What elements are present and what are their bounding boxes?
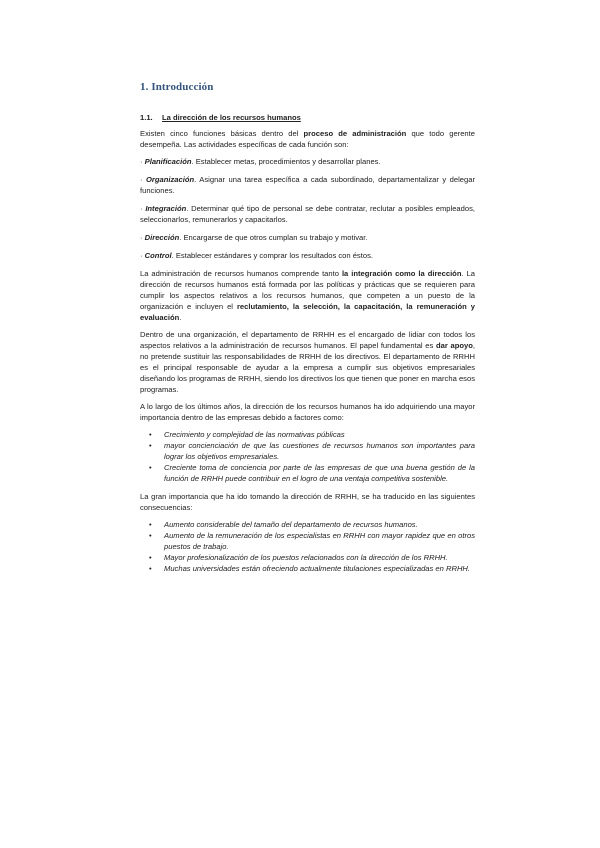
list-item: • Mayor profesionalización de los puestos relacionados con la dirección de los RRHH. <box>164 552 475 563</box>
function-item: · Planificación. Establecer metas, procedimientos y desarrollar planes. <box>140 157 381 166</box>
paragraph-department: Dentro de una organización, el departamento de RRHH es el encargado de lidiar con todos los aspectos relativos a la administración de recursos humanos. El papel fundamental es dar apoyo, no pretende sustituir las responsabilidades de RRHH de los directivos. El departamento de RRHH es el principal responsable de ayudar a la empresa a cumplir sus objetivos empresariales diseñando los programas de RRHH, siendo los directivos los que tienen que poner en marcha esos programas. <box>140 330 475 394</box>
chapter-title: Introducción <box>151 81 214 93</box>
function-item: · Control. Establecer estándares y comprar los resultados con éstos. <box>140 251 373 260</box>
list-item: • Aumento de la remuneración de los especialistas en RRHH con mayor rapidez que en otros puestos de trabajo. <box>164 530 475 552</box>
function-item: · Dirección. Encargarse de que otros cumplan su trabajo y motivar. <box>140 233 368 242</box>
list-item: • Muchas universidades están ofreciendo actualmente titulaciones especializadas en RRHH. <box>164 563 475 574</box>
section-body <box>140 128 475 581</box>
intro-paragraph: Existen cinco funciones básicas dentro del proceso de administración que todo gerente desempeña. Las actividades específicas de cada función son: <box>140 129 475 149</box>
factors-list <box>140 429 475 484</box>
list-item: • Crecimiento y complejidad de las normativas públicas <box>164 429 475 440</box>
list-item: • mayor concienciación de que las cuestiones de recursos humanos son importantes para lograr los objetivos empresariales. <box>164 440 475 462</box>
paragraph-administration: La administración de recursos humanos comprende tanto la integración como la dirección. La dirección de recursos humanos está formada por las políticas y prácticas que se requieren para cumplir los aspectos relativos a los recursos humanos, que competen a un puesto de la organización e incluyen el reclutamiento, la selección, la capacitación, la remuneración y evaluación. <box>140 269 476 322</box>
section-title: La dirección de los recursos humanos <box>162 113 301 122</box>
section-number: 1.1. <box>140 113 153 122</box>
function-item: · Integración. Determinar qué tipo de personal se debe contratar, reclutar a posibles empleados, seleccionarlos, remunerarlos y capacitarlos. <box>140 204 475 224</box>
consequences-list <box>140 519 475 574</box>
list-item: • Aumento considerable del tamaño del departamento de recursos humanos. <box>164 519 475 530</box>
section-heading <box>140 112 301 123</box>
paragraph-consequences-intro: La gran importancia que ha ido tomando la dirección de RRHH, se ha traducido en las siguientes consecuencias: <box>140 492 475 512</box>
function-item: · Organización. Asignar una tarea específica a cada subordinado, departamentalizar y delegar funciones. <box>140 175 476 195</box>
paragraph-factors-intro: A lo largo de los últimos años, la dirección de los recursos humanos ha ido adquiriendo una mayor importancia dentro de las empresas debido a factores como: <box>140 402 475 422</box>
list-item: • Creciente toma de conciencia por parte de las empresas de que una buena gestión de la función de RRHH puede contribuir en el logro de una ventaja competitiva sostenible. <box>164 462 475 484</box>
chapter-heading <box>140 82 213 93</box>
chapter-number: 1. <box>140 81 149 93</box>
